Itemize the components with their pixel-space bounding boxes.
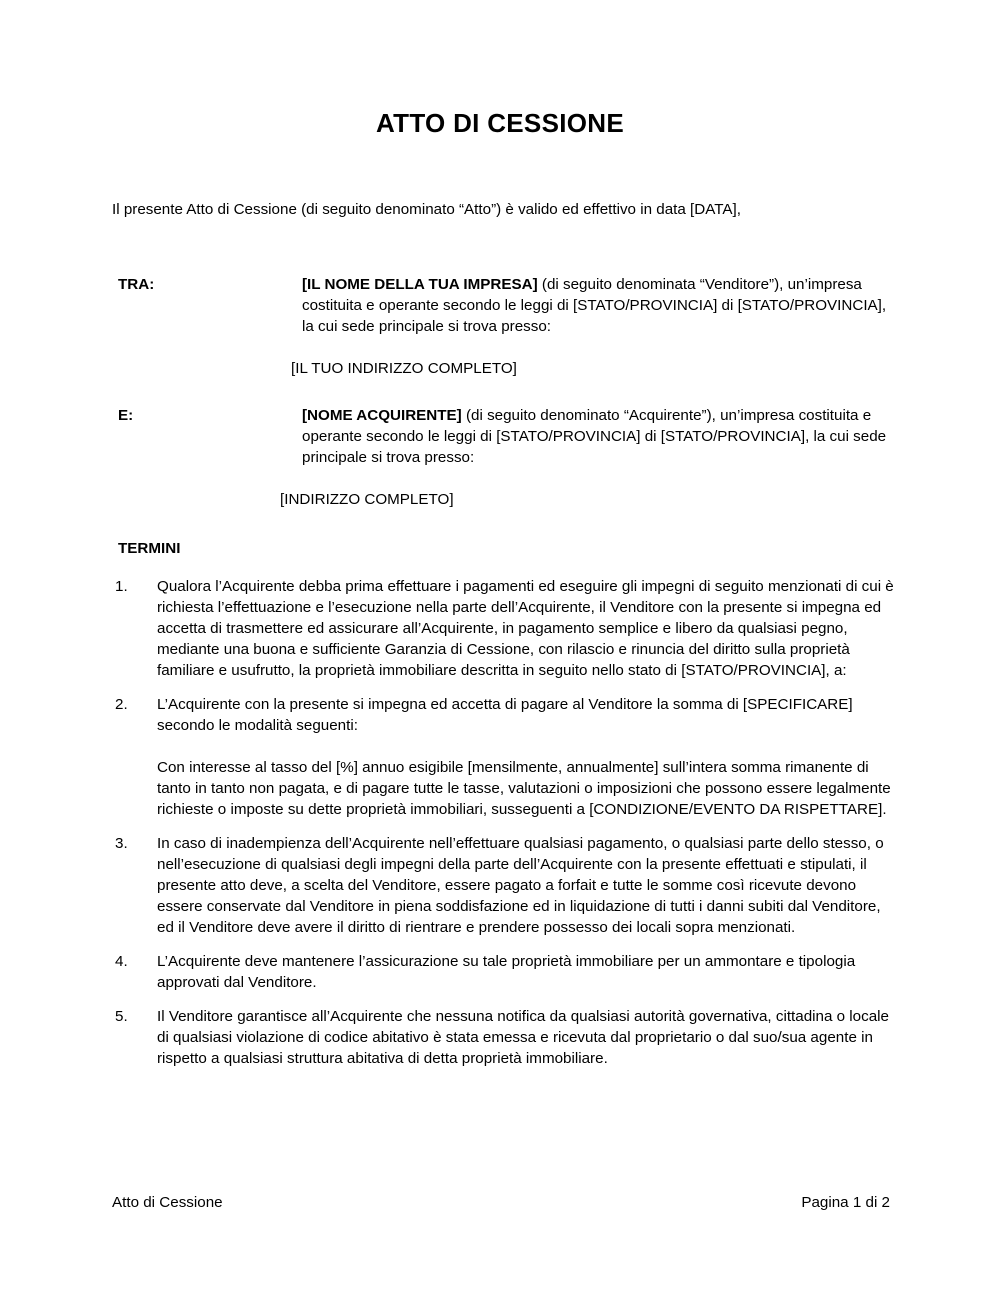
footer-page-number: Pagina 1 di 2 — [801, 1194, 890, 1211]
terms-heading: TERMINI — [118, 540, 181, 557]
list-item — [112, 951, 894, 993]
list-item-number: 5. — [115, 1008, 128, 1025]
list-item-text — [157, 694, 894, 820]
list-item — [112, 576, 894, 681]
party-description-buyer: (di seguito denominato “Acquirente”), un’impresa costituita e operante secondo le leggi di [STATO/PROVINCIA] di [STATO/PROVINCIA], la cui sede principale si trova presso: — [302, 407, 887, 466]
party-block-seller — [112, 274, 894, 379]
party-address-seller: [IL TUO INDIRIZZO COMPLETO] — [291, 360, 517, 377]
list-item — [112, 1006, 894, 1069]
page-footer — [112, 1192, 890, 1213]
list-item-number: 2. — [115, 696, 128, 713]
list-item-text: Qualora l’Acquirente debba prima effettuare i pagamenti ed eseguire gli impegni di seguito menzionati di cui è richiesta l’effettuazione e l’esecuzione nella parte dell’Acquirente, il Venditore con la presente si impegna ed accetta di trasmettere ed assicurare all’Acquirente, in pagamento semplice e libero da qualsiasi pegno, mediante una buona e sufficiente Garanzia di Cessione, con rilascio e rinuncia del diritto sulla proprietà familiare e usufrutto, la proprietà immobiliare descritta in seguito nello stato di [STATO/PROVINCIA], a: — [157, 578, 894, 679]
party-body-seller — [302, 274, 894, 337]
list-item-text: L’Acquirente deve mantenere l’assicurazione su tale proprietà immobiliare per un ammontare e tipologia approvati dal Venditore. — [157, 953, 856, 991]
list-item-main-text: L’Acquirente con la presente si impegna ed accetta di pagare al Venditore la somma di [SPECIFICARE] secondo le modalità seguenti: — [157, 696, 853, 734]
footer-document-name: Atto di Cessione — [112, 1194, 223, 1211]
list-item-number: 4. — [115, 953, 128, 970]
party-row-seller — [112, 274, 894, 337]
list-item-text: Il Venditore garantisce all’Acquirente che nessuna notifica da qualsiasi autorità governativa, cittadina o locale di qualsiasi violazione di codice abitativo è stata emessa e ricevuta dal proprietario o dal suo/sua agente in rispetto a qualsiasi struttura abitativa di detta proprietà immobiliare. — [157, 1008, 889, 1067]
party-row-buyer — [112, 405, 894, 468]
party-address-buyer: [INDIRIZZO COMPLETO] — [280, 491, 454, 508]
list-item-number: 3. — [115, 835, 128, 852]
party-label-buyer: E: — [118, 407, 134, 424]
party-body-buyer — [302, 405, 894, 468]
party-label-seller: TRA: — [118, 276, 155, 293]
intro-paragraph: Il presente Atto di Cessione (di seguito denominato “Atto”) è valido ed effettivo in data [DATA], — [112, 201, 741, 218]
list-item — [112, 833, 894, 938]
terms-list — [112, 576, 894, 1082]
page-title: ATTO DI CESSIONE — [376, 108, 624, 138]
party-name-seller: [IL NOME DELLA TUA IMPRESA] — [302, 276, 538, 293]
list-item-text: In caso di inadempienza dell’Acquirente nell’effettuare qualsiasi pagamento, o qualsiasi parte dello stesso, o nell’esecuzione di qualsiasi degli impegni della parte dell’Acquirente con la presente effettuati e stipulati, il presente atto deve, a scelta del Venditore, essere pagato a forfait e tutte le somme così ricevute devono essere conservate dal Venditore in piena soddisfazione ed in liquidazione di tutti i danni subiti dal Venditore, ed il Venditore deve avere il diritto di rientrare e prendere possesso dei locali sopra menzionati. — [157, 835, 884, 936]
party-description-seller: (di seguito denominata “Venditore”), un’impresa costituita e operante secondo le leggi di [STATO/PROVINCIA] di [STATO/PROVINCIA], la cui sede principale si trova presso: — [302, 276, 887, 335]
list-item-number: 1. — [115, 578, 128, 595]
list-item — [112, 694, 894, 820]
party-name-buyer: [NOME ACQUIRENTE] — [302, 407, 462, 424]
party-block-buyer — [112, 405, 894, 510]
list-item-sub-text: Con interesse al tasso del [%] annuo esigibile [mensilmente, annualmente] sull’intera somma rimanente di tanto in tanto non pagata, e di pagare tutte le tasse, valutazioni o imposizioni che possono essere legalmente richieste o imposte su dette proprietà immobiliari, susseguenti a [CONDIZIONE/EVENTO DA RISPETTARE]. — [157, 759, 891, 818]
